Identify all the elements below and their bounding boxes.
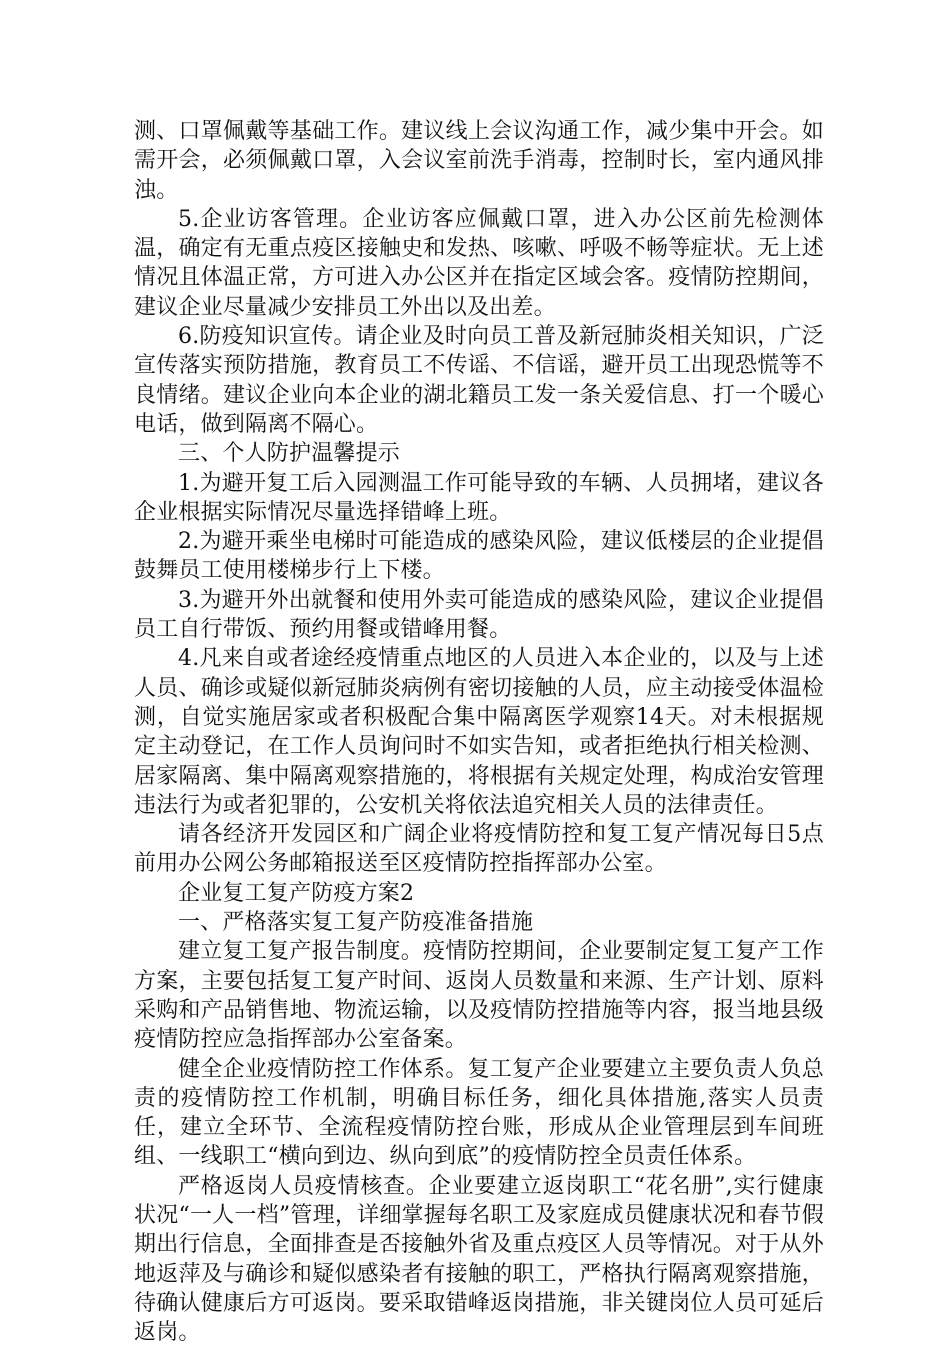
paragraph: 测、口罩佩戴等基础工作。建议线上会议沟通工作，减少集中开会。如需开会，必须佩戴口罩，入会议室前洗手消毒，控制时长，室内通风排浊。	[134, 119, 824, 203]
document-page	[134, 117, 824, 1347]
paragraph-tip-1: 1.为避开复工后入园测温工作可能导致的车辆、人员拥堵，建议各企业根据实际情况尽量选择错峰上班。	[134, 470, 824, 525]
section-heading-personal-protection: 三、个人防护温馨提示	[178, 441, 401, 467]
paragraph-knowledge-promotion: 6.防疫知识宣传。请企业及时向员工普及新冠肺炎相关知识，广泛宣传落实预防措施，教育员工不传谣、不信谣，避开员工出现恐慌等不良情绪。建议企业向本企业的湖北籍员工发一条关爱信息、打一个暖心电话，做到隔离不隔心。	[134, 324, 824, 437]
paragraph-tip-3: 3.为避开外出就餐和使用外卖可能造成的感染风险，建议企业提倡员工自行带饭、预约用餐或错峰用餐。	[134, 587, 824, 643]
paragraph-tip-4: 4.凡来自或者途经疫情重点地区的人员进入本企业的，以及与上述人员、确诊或疑似新冠肺炎病例有密切接触的人员，应主动接受体温检测，自觉实施居家或者积极配合集中隔离医学观察14天。对未根据规定主动登记，在工作人员询问时不如实告知，或者拒绝执行相关检测、居家隔离、集中隔离观察措施的，将根据有关规定处理，构成治安管理违法行为或者犯罪的，公安机关将依法追究相关人员的法律责任。	[134, 646, 824, 818]
document-subtitle-plan-2: 企业复工复产防疫方案2	[178, 880, 415, 906]
section-heading-preparation: 一、严格落实复工复产防疫准备措施	[178, 910, 534, 936]
paragraph-tip-2: 2.为避开乘坐电梯时可能造成的感染风险，建议低楼层的企业提倡鼓舞员工使用楼梯步行上下楼。	[134, 529, 824, 584]
paragraph-daily-report: 请各经济开发园区和广阔企业将疫情防控和复工复产情况每日5点前用办公网公务邮箱报送至区疫情防控指挥部办公室。	[134, 822, 824, 877]
paragraph-visitor-management: 5.企业访客管理。企业访客应佩戴口罩，进入办公区前先检测体温，确定有无重点疫区接触史和发热、咳嗽、呼吸不畅等症状。无上述情况且体温正常，方可进入办公区并在指定区域会客。疫情防控期间，建议企业尽量减少安排员工外出以及出差。	[134, 206, 824, 320]
paragraph-staff-verification: 严格返岗人员疫情核查。企业要建立返岗职工“花名册”,实行健康状况“一人一档”管理，详细掌握每名职工及家庭成员健康状况和春节假期出行信息，全面排查是否接触外省及重点疫区人员等情况。对于从外地返萍及与确诊和疑似感染者有接触的职工，严格执行隔离观察措施，待确认健康后方可返岗。要采取错峰返岗措施，非关键岗位人员可延后返岗。	[134, 1173, 824, 1346]
paragraph-work-system: 健全企业疫情防控工作体系。复工复产企业要建立主要负责人负总责的疫情防控工作机制，明确目标任务，细化具体措施,落实人员责任，建立全环节、全流程疫情防控台账，形成从企业管理层到车间班组、一线职工“横向到边、纵向到底”的疫情防控全员责任体系。	[134, 1056, 824, 1170]
paragraph-reporting-system: 建立复工复产报告制度。疫情防控期间，企业要制定复工复产工作方案，主要包括复工复产时间、返岗人员数量和来源、生产计划、原料采购和产品销售地、物流运输，以及疫情防控措施等内容，报当地县级疫情防控应急指挥部办公室备案。	[134, 939, 824, 1053]
